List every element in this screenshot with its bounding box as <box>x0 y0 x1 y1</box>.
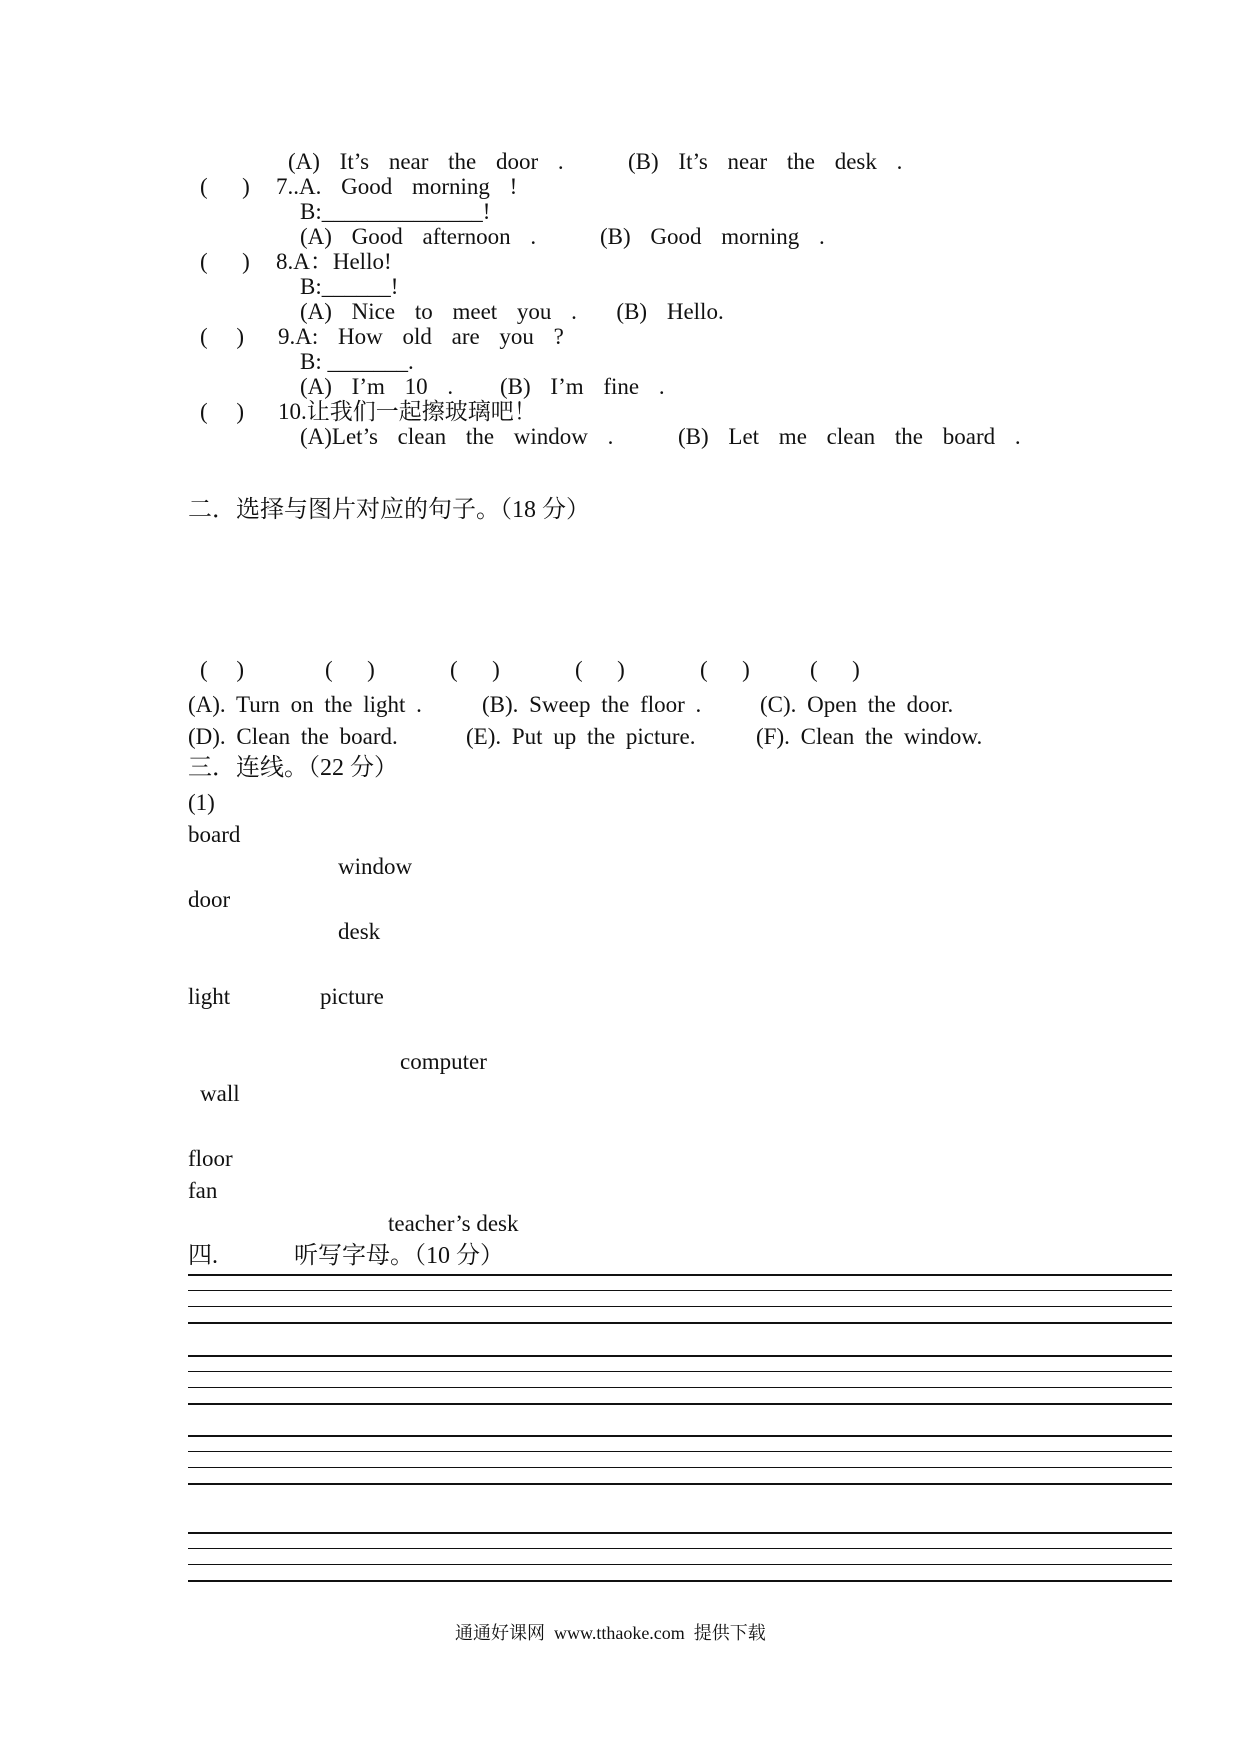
match-word-light: light <box>188 984 231 1009</box>
q8-answer-blank: B:______! <box>300 274 399 299</box>
section2-option-c: (C). Open the door. <box>760 692 954 717</box>
page-footer: 通通好课网 www.tthaoke.com 提供下载 <box>455 1623 766 1643</box>
q6-option-b: (B) It’s near the desk . <box>628 149 903 174</box>
match-word-floor: floor <box>188 1146 233 1171</box>
section2-blank-5: ( ) <box>700 657 750 682</box>
match-word-computer: computer <box>400 1049 487 1074</box>
section3-heading: 三．连线。（22 分） <box>188 755 398 781</box>
match-word-teachers-desk: teacher’s desk <box>388 1211 519 1236</box>
grid-line <box>188 1306 1172 1307</box>
q10-prompt: 10.让我们一起擦玻璃吧！ <box>278 399 537 424</box>
q7-option-b: (B) Good morning . <box>600 224 825 249</box>
q9-answer-paren: ( ) <box>200 324 245 349</box>
q9-answer-blank: B: _______. <box>300 349 414 374</box>
grid-line <box>188 1532 1172 1534</box>
section4-heading: 听写字母。（10 分） <box>294 1243 504 1269</box>
grid-line <box>188 1451 1172 1452</box>
q8-prompt: 8.A：Hello! <box>276 249 392 274</box>
match-word-desk: desk <box>338 919 381 944</box>
section4-heading-number: 四. <box>188 1243 218 1269</box>
match-word-board: board <box>188 822 241 847</box>
q10-option-a: (A)Let’s clean the window . <box>300 424 614 449</box>
grid-line <box>188 1435 1172 1437</box>
section2-blank-2: ( ) <box>325 657 375 682</box>
grid-line <box>188 1403 1172 1405</box>
q6-option-a: (A) It’s near the door . <box>288 149 564 174</box>
match-word-picture: picture <box>320 984 384 1009</box>
section2-heading: 二．选择与图片对应的句子。（18 分） <box>188 497 590 523</box>
q10-option-b: (B) Let me clean the board . <box>678 424 1021 449</box>
section2-blank-1: ( ) <box>200 657 245 682</box>
q7-option-a: (A) Good afternoon . <box>300 224 537 249</box>
grid-line <box>188 1483 1172 1485</box>
grid-line <box>188 1355 1172 1357</box>
match-word-wall: wall <box>200 1081 240 1106</box>
grid-line <box>188 1580 1172 1582</box>
section2-option-b: (B). Sweep the floor . <box>482 692 702 717</box>
match-word-window: window <box>338 854 413 879</box>
section2-blank-4: ( ) <box>575 657 625 682</box>
q8-options: (A) Nice to meet you . (B) Hello. <box>300 299 724 324</box>
grid-line <box>188 1322 1172 1324</box>
q9-option-b: (B) I’m fine . <box>500 374 665 399</box>
section2-blank-6: ( ) <box>810 657 860 682</box>
section2-option-d: (D). Clean the board. <box>188 724 398 749</box>
q9-option-a: (A) I’m 10 . <box>300 374 454 399</box>
grid-line <box>188 1564 1172 1565</box>
grid-line <box>188 1387 1172 1388</box>
q9-prompt: 9.A: How old are you ? <box>278 324 564 349</box>
section2-option-a: (A). Turn on the light . <box>188 692 422 717</box>
grid-line <box>188 1467 1172 1468</box>
q8-answer-paren: ( ) <box>200 249 250 274</box>
q7-answer-blank: B:______________! <box>300 199 491 224</box>
match-word-fan: fan <box>188 1178 218 1203</box>
section2-option-e: (E). Put up the picture. <box>466 724 696 749</box>
grid-line <box>188 1274 1172 1276</box>
grid-line <box>188 1371 1172 1372</box>
section2-option-f: (F). Clean the window. <box>756 724 983 749</box>
section3-part-label: (1) <box>188 790 215 815</box>
grid-line <box>188 1290 1172 1291</box>
q7-answer-paren: ( ) <box>200 174 250 199</box>
match-word-door: door <box>188 887 231 912</box>
q7-prompt: 7..A. Good morning ! <box>276 174 518 199</box>
section2-blank-3: ( ) <box>450 657 500 682</box>
grid-line <box>188 1548 1172 1549</box>
q10-answer-paren: ( ) <box>200 399 245 424</box>
